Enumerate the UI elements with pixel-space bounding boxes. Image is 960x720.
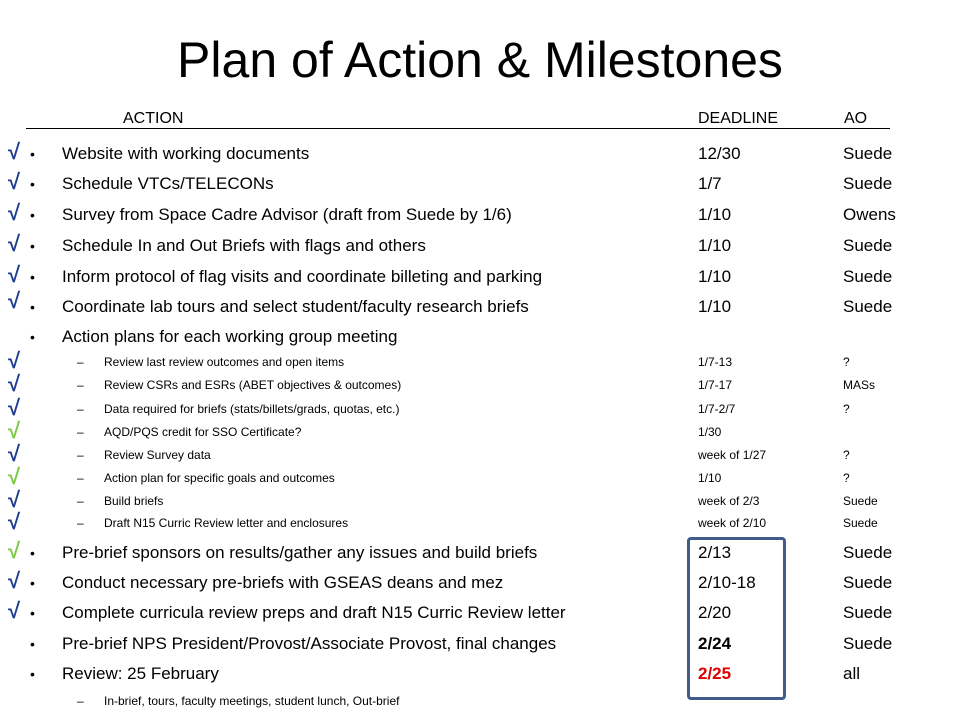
- sub-text: Review CSRs and ESRs (ABET objectives & outcomes): [104, 378, 402, 392]
- check-icon: √: [8, 568, 21, 593]
- sub-deadline: 1/7-2/7: [698, 402, 736, 416]
- bullet-icon: •: [30, 666, 35, 682]
- check-icon: √: [8, 231, 21, 256]
- bullet-icon: •: [30, 299, 35, 315]
- sub-deadline: 1/7-13: [698, 355, 733, 369]
- sub-deadline: 1/10: [698, 471, 722, 485]
- deadline-highlight-box: [687, 537, 786, 700]
- bullet-icon: •: [30, 329, 35, 345]
- check-icon: √: [8, 464, 21, 489]
- check-icon: √: [8, 598, 21, 623]
- action-owner: Suede: [843, 603, 893, 622]
- bullet-icon: •: [30, 545, 35, 561]
- bullet-icon: •: [30, 238, 35, 254]
- action-deadline: 1/10: [698, 236, 732, 255]
- sub-text: AQD/PQS credit for SSO Certificate?: [104, 425, 302, 439]
- sub-text: Action plan for specific goals and outcomes: [104, 471, 335, 485]
- dash-icon: –: [77, 471, 84, 485]
- dash-icon: –: [77, 448, 84, 462]
- action-text: Complete curricula review preps and draft N15 Curric Review letter: [62, 603, 566, 622]
- sub-owner: ?: [843, 471, 850, 485]
- bullet-icon: •: [30, 207, 35, 223]
- sub-text: Review last review outcomes and open items: [104, 355, 345, 369]
- check-icon: √: [8, 395, 21, 420]
- action-owner: Owens: [843, 205, 896, 224]
- header-deadline: DEADLINE: [698, 110, 779, 127]
- action-deadline: 2/20: [698, 603, 732, 622]
- check-icon: √: [8, 418, 21, 443]
- check-icon: √: [8, 538, 21, 563]
- sub-deadline: week of 1/27: [698, 448, 767, 462]
- sub-text: Draft N15 Curric Review letter and enclosures: [104, 516, 349, 530]
- page-title: Plan of Action & Milestones: [177, 32, 783, 88]
- action-deadline: 2/24: [698, 634, 732, 653]
- sub-text: In-brief, tours, faculty meetings, student lunch, Out-brief: [104, 694, 400, 708]
- check-icon: √: [8, 509, 21, 534]
- action-owner: Suede: [843, 144, 893, 163]
- sub-owner: Suede: [843, 494, 878, 508]
- dash-icon: –: [77, 355, 84, 369]
- sub-deadline: 1/7-17: [698, 378, 733, 392]
- action-text: Schedule VTCs/TELECONs: [62, 174, 274, 193]
- action-owner: Suede: [843, 297, 893, 316]
- sub-deadline: 1/30: [698, 425, 722, 439]
- sub-text: Review Survey data: [104, 448, 211, 462]
- action-deadline: 1/10: [698, 297, 732, 316]
- header-ao: AO: [844, 110, 868, 127]
- dash-icon: –: [77, 494, 84, 508]
- dash-icon: –: [77, 425, 84, 439]
- check-icon: √: [8, 348, 21, 373]
- action-owner: Suede: [843, 543, 893, 562]
- sub-owner: ?: [843, 448, 850, 462]
- check-icon: √: [8, 169, 21, 194]
- dash-icon: –: [77, 402, 84, 416]
- action-deadline: 2/10-18: [698, 573, 756, 592]
- bullet-icon: •: [30, 636, 35, 652]
- action-text: Action plans for each working group meeting: [62, 327, 398, 346]
- bullet-icon: •: [30, 605, 35, 621]
- sub-text: Data required for briefs (stats/billets/grads, quotas, etc.): [104, 402, 400, 416]
- action-deadline: 12/30: [698, 144, 741, 163]
- check-icon: √: [8, 262, 21, 287]
- dash-icon: –: [77, 516, 84, 530]
- bullet-icon: •: [30, 146, 35, 162]
- dash-icon: –: [77, 378, 84, 392]
- action-deadline: 2/25: [698, 664, 732, 683]
- action-owner: Suede: [843, 267, 893, 286]
- action-text: Review: 25 February: [62, 664, 219, 683]
- check-icon: √: [8, 371, 21, 396]
- check-icon: √: [8, 441, 21, 466]
- table-header: [26, 108, 890, 129]
- action-deadline: 2/13: [698, 543, 732, 562]
- check-icon: √: [8, 487, 21, 512]
- check-icon: √: [8, 200, 21, 225]
- sub-owner: ?: [843, 402, 850, 416]
- action-deadline: 1/10: [698, 267, 732, 286]
- action-text: Inform protocol of flag visits and coordinate billeting and parking: [62, 267, 543, 286]
- action-text: Survey from Space Cadre Advisor (draft from Suede by 1/6): [62, 205, 512, 224]
- sub-text: Build briefs: [104, 494, 164, 508]
- dash-icon: –: [77, 694, 84, 708]
- sub-deadline: week of 2/3: [698, 494, 760, 508]
- action-deadline: 1/7: [698, 174, 722, 193]
- action-deadline: 1/10: [698, 205, 732, 224]
- action-owner: all: [843, 664, 861, 683]
- action-owner: Suede: [843, 634, 893, 653]
- action-text: Coordinate lab tours and select student/faculty research briefs: [62, 297, 529, 316]
- action-owner: Suede: [843, 236, 893, 255]
- action-text: Website with working documents: [62, 144, 310, 163]
- check-icon: √: [8, 288, 21, 313]
- bullet-icon: •: [30, 176, 35, 192]
- action-text: Schedule In and Out Briefs with flags and others: [62, 236, 426, 255]
- sub-owner: Suede: [843, 516, 878, 530]
- bullet-icon: •: [30, 575, 35, 591]
- action-owner: Suede: [843, 174, 893, 193]
- header-action: ACTION: [123, 110, 184, 127]
- action-text: Pre-brief sponsors on results/gather any issues and build briefs: [62, 543, 538, 562]
- bullet-icon: •: [30, 269, 35, 285]
- sub-deadline: week of 2/10: [698, 516, 767, 530]
- sub-owner: MASs: [843, 378, 876, 392]
- action-owner: Suede: [843, 573, 893, 592]
- action-text: Conduct necessary pre-briefs with GSEAS deans and mez: [62, 573, 504, 592]
- action-text: Pre-brief NPS President/Provost/Associate Provost, final changes: [62, 634, 557, 653]
- sub-owner: ?: [843, 355, 850, 369]
- check-icon: √: [8, 139, 21, 164]
